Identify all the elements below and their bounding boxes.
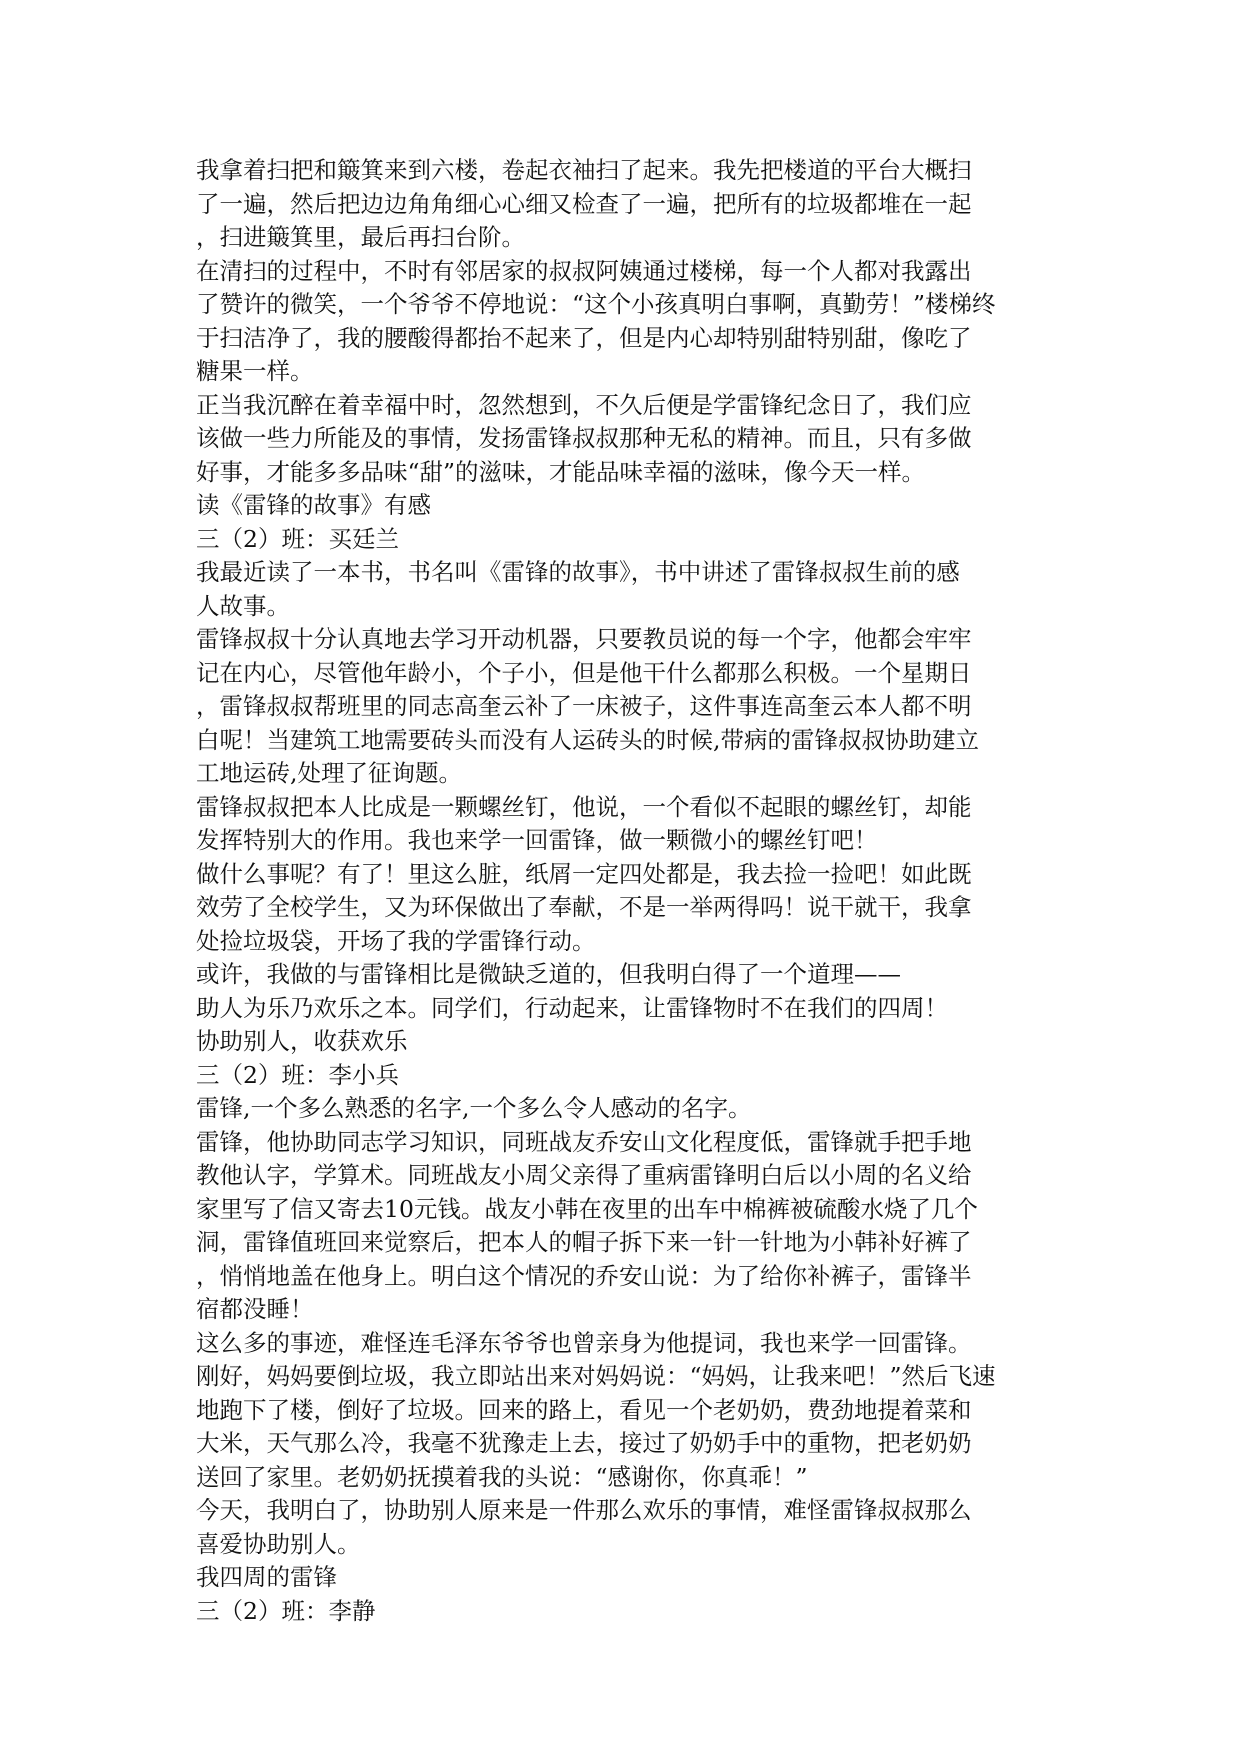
text-line: 正当我沉醉在着幸福中时，忽然想到，不久后便是学雷锋纪念日了，我们应 [196,390,972,419]
text-line: 在清扫的过程中，不时有邻居家的叔叔阿姨通过楼梯，每一个人都对我露出 [196,256,972,285]
text-line: 喜爱协助别人。 [196,1529,361,1558]
text-line: 教他认字，学算术。同班战友小周父亲得了重病雷锋明白后以小周的名义给 [196,1161,972,1189]
text-line: 三（2）班：李小兵 [196,1060,399,1089]
text-line: 雷锋叔叔把本人比成是一颗螺丝钉，他说，一个看似不起眼的螺丝钉，却能 [196,792,972,821]
text-line: 家里写了信又寄去10元钱。战友小韩在夜里的出车中棉裤被硫酸水烧了几个 [196,1194,978,1223]
text-line: 处捡垃圾袋，开场了我的学雷锋行动。 [196,926,596,955]
text-line: 了赞许的微笑，一个爷爷不停地说：“这个小孩真明白事啊，真勤劳！”楼梯终 [196,290,996,318]
text-line: 该做一些力所能及的事情，发扬雷锋叔叔那种无私的精神。而且，只有多做 [196,424,972,452]
text-line: 我拿着扫把和簸箕来到六楼，卷起衣袖扫了起来。我先把楼道的平台大概扫 [196,156,972,184]
text-line: 雷锋,一个多么熟悉的名字,一个多么令人感动的名字。 [196,1094,752,1122]
text-line: 好事，才能多多品味“甜”的滋味，才能品味幸福的滋味，像今天一样。 [196,457,926,486]
text-line: 三（2）班：李静 [196,1596,376,1625]
text-line: 雷锋，他协助同志学习知识，同班战友乔安山文化程度低，雷锋就手把手地 [196,1127,972,1156]
text-line: 这么多的事迹，难怪连毛泽东爷爷也曾亲身为他提词，我也来学一回雷锋。 [196,1328,972,1357]
text-line: 刚好，妈妈要倒垃圾，我立即站出来对妈妈说：“妈妈，让我来吧！”然后飞速 [196,1362,996,1390]
text-line: 雷锋叔叔十分认真地去学习开动机器，只要教员说的每一个字，他都会牢牢 [196,625,972,653]
text-line: 工地运砖,处理了征询题。 [196,759,462,787]
text-line: 协助别人，收获欢乐 [196,1027,408,1055]
text-line: 今天，我明白了，协助别人原来是一件那么欢乐的事情，难怪雷锋叔叔那么 [196,1496,972,1524]
document-body [196,154,1056,1628]
text-line: 人故事。 [196,591,290,620]
text-line: 效劳了全校学生，又为环保做出了奉献，不是一举两得吗！说干就干，我拿 [196,893,972,921]
text-line: 于扫洁净了，我的腰酸得都抬不起来了，但是内心却特别甜特别甜，像吃了 [196,323,972,352]
text-line: 我四周的雷锋 [196,1563,337,1591]
text-line: 宿都没睡！ [196,1295,314,1323]
text-line: 送回了家里。老奶奶抚摸着我的头说：“感谢你，你真乖！” [196,1462,808,1491]
text-line: 地跑下了楼，倒好了垃圾。回来的路上，看见一个老奶奶，费劲地提着菜和 [196,1395,972,1424]
text-line: 糖果一样。 [196,357,314,385]
text-line: 白呢！当建筑工地需要砖头而没有人运砖头的时候,带病的雷锋叔叔协助建立 [196,725,979,754]
text-line: 大米，天气那么冷，我毫不犹豫走上去，接过了奶奶手中的重物，把老奶奶 [196,1429,972,1457]
text-line: 或许，我做的与雷锋相比是微缺乏道的，但我明白得了一个道理—— [196,960,901,988]
text-line: 做什么事呢？有了！里这么脏，纸屑一定四处都是，我去捡一捡吧！如此既 [196,859,972,888]
text-line: 读《雷锋的故事》有感 [196,491,431,519]
text-line: 记在内心，尽管他年龄小，个子小，但是他干什么都那么积极。一个星期日 [196,658,972,687]
text-line: ，扫进簸箕里，最后再扫台阶。 [196,223,525,251]
text-line: 我最近读了一本书，书名叫《雷锋的故事》，书中讲述了雷锋叔叔生前的感 [196,558,960,586]
text-line: 洞，雷锋值班回来觉察后，把本人的帽子拆下来一针一针地为小韩补好裤了 [196,1228,972,1256]
text-line: 发挥特别大的作用。我也来学一回雷锋，做一颗微小的螺丝钉吧！ [196,826,878,854]
text-line: 三（2）班：买廷兰 [196,524,399,553]
text-line: 了一遍，然后把边边角角细心心细又检查了一遍，把所有的垃圾都堆在一起 [196,189,972,218]
text-line: ，悄悄地盖在他身上。明白这个情况的乔安山说：为了给你补裤子，雷锋半 [196,1261,972,1290]
text-line: 助人为乐乃欢乐之本。同学们，行动起来，让雷锋物时不在我们的四周！ [196,993,948,1022]
text-line: ，雷锋叔叔帮班里的同志高奎云补了一床被子，这件事连高奎云本人都不明 [196,692,972,720]
